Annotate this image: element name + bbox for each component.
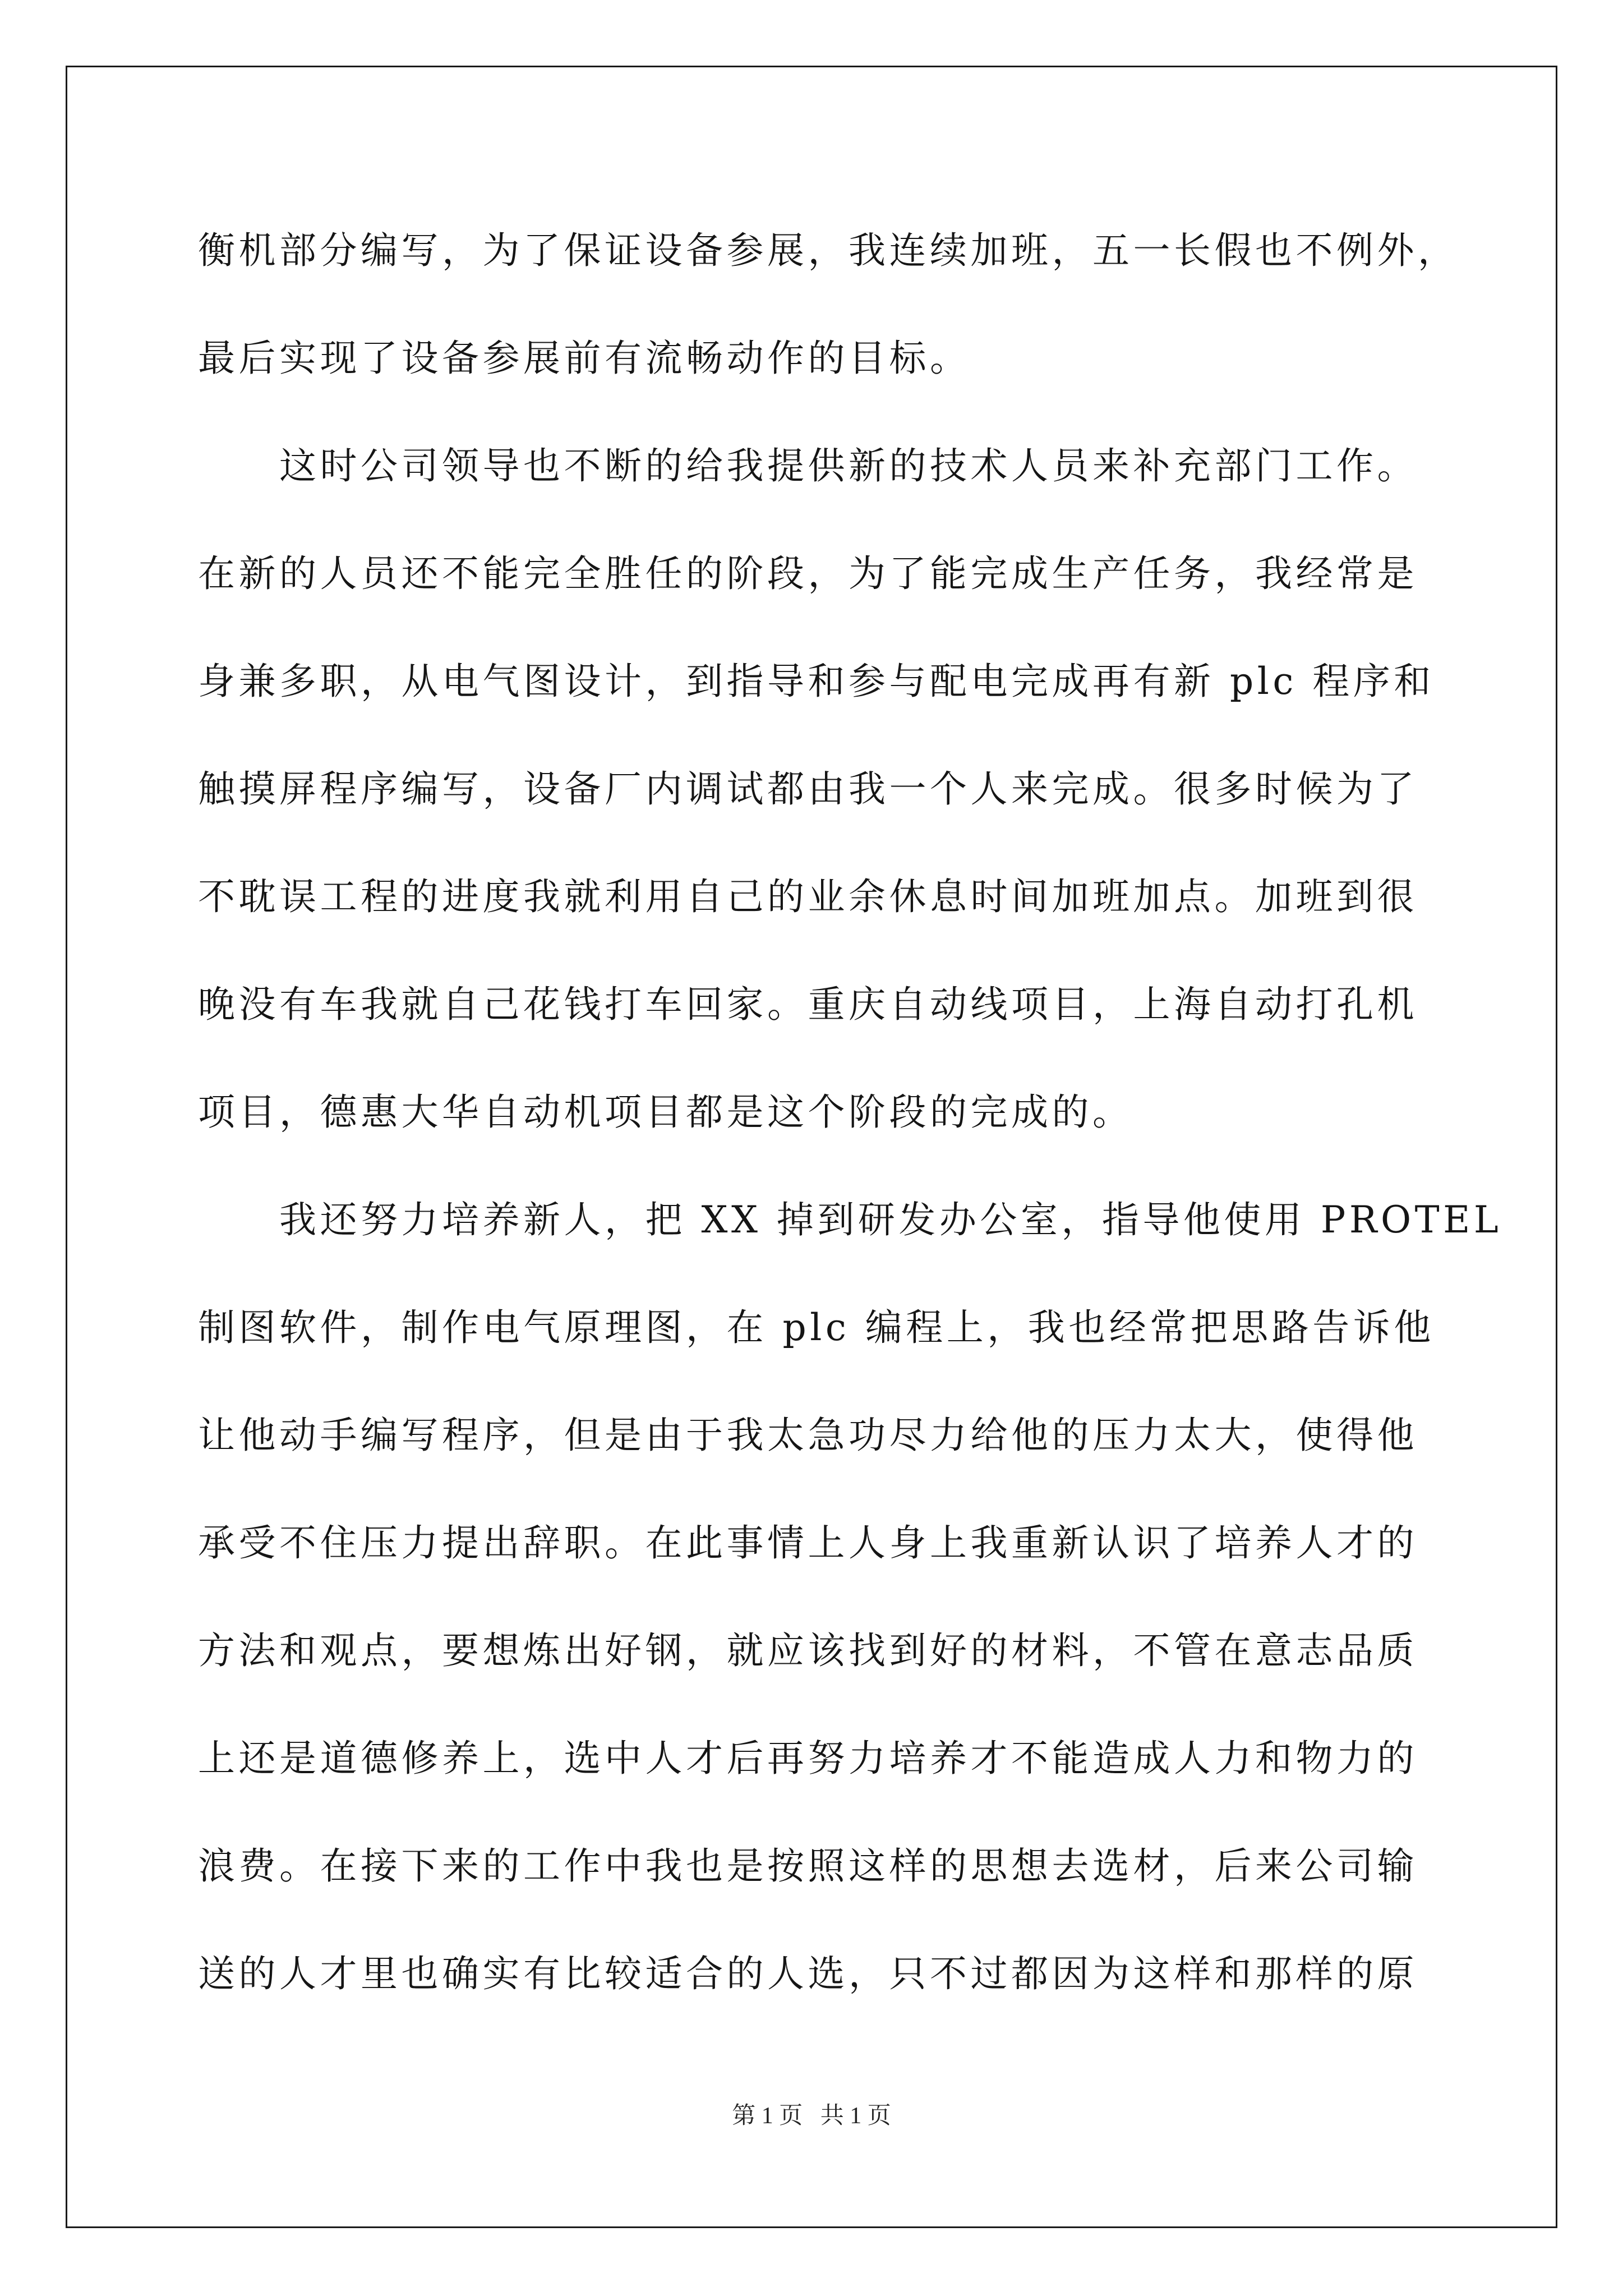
text-line: 在新的人员还不能完全胜任的阶段，为了能完成生产任务，我经常是 (198, 552, 1418, 595)
text-line: 我还努力培养新人，把 XX 掉到研发办公室，指导他使用 PROTEL (198, 1198, 1502, 1241)
text-line: 让他动手编写程序，但是由于我太急功尽力给他的压力太大，使得他 (198, 1414, 1418, 1457)
text-line: 触摸屏程序编写，设备厂内调试都由我一个人来完成。很多时候为了 (198, 767, 1418, 811)
text-line: 身兼多职，从电气图设计，到指导和参与配电完成再有新 plc 程序和 (198, 660, 1435, 703)
text-line: 不耽误工程的进度我就利用自己的业余休息时间加班加点。加班到很 (198, 875, 1418, 918)
text-line: 承受不住压力提出辞职。在此事情上人身上我重新认识了培养人才的 (198, 1521, 1418, 1565)
text-line: 制图软件，制作电气原理图，在 plc 编程上，我也经常把思路告诉他 (198, 1306, 1435, 1349)
text-line: 这时公司领导也不断的给我提供新的技术人员来补充部门工作。 (198, 444, 1418, 487)
text-line: 晚没有车我就自己花钱打车回家。重庆自动线项目，上海自动打孔机 (198, 983, 1418, 1026)
text-line: 送的人才里也确实有比较适合的人选，只不过都因为这样和那样的原 (198, 1952, 1418, 1995)
page-border (66, 66, 1557, 2228)
text-line: 方法和观点，要想炼出好钢，就应该找到好的材料，不管在意志品质 (198, 1629, 1418, 1672)
page-footer: 第 1 页 共 1 页 (732, 2103, 891, 2129)
text-line: 上还是道德修养上，选中人才后再努力培养才不能造成人力和物力的 (198, 1737, 1418, 1780)
text-line: 最后实现了设备参展前有流畅动作的目标。 (198, 337, 971, 380)
text-line: 衡机部分编写，为了保证设备参展，我连续加班，五一长假也不例外， (198, 229, 1459, 272)
text-line: 项目，德惠大华自动机项目都是这个阶段的完成的。 (198, 1091, 1133, 1134)
text-line: 浪费。在接下来的工作中我也是按照这样的思想去选材，后来公司输 (198, 1844, 1418, 1888)
